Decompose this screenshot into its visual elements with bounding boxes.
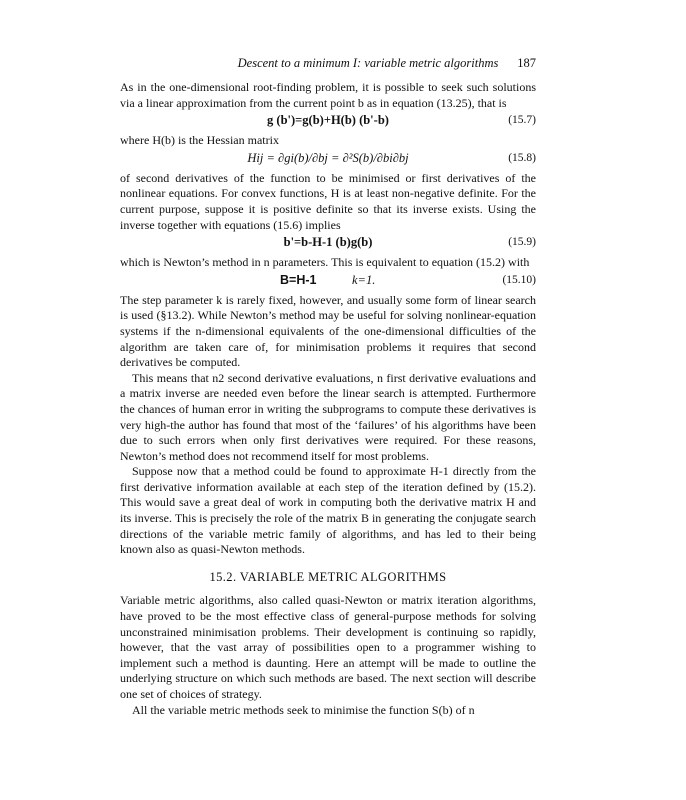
paragraph-9: All the variable metric methods seek to minimise the function S(b) of n — [132, 702, 475, 717]
equation-15-8-number: (15.8) — [508, 151, 536, 164]
paragraph-1: As in the one-dimensional root-finding problem, it is possible to seek such solutions via a linear approximation from the current point b as in equation (13.25), that is — [120, 80, 536, 110]
page-number: 187 — [517, 56, 536, 70]
section-heading: 15.2. VARIABLE METRIC ALGORITHMS — [209, 569, 447, 584]
paragraph-8: Variable metric algorithms, also called quasi-Newton or matrix iteration algorithms, have proved to be the most effective class of general-purpose methods for solving unconstrained minimisation problems. Their development is continuing so rapidly, however, that the vast array of possibilities open to a programmer wishing to implement such a method is daunting. Here an attempt will be made to outline the underlying structure on which such methods are based. The next section will describe one set of choices of strategy. — [120, 593, 536, 701]
equation-15-10-right: k=1. — [352, 272, 376, 287]
equation-15-7 — [120, 113, 536, 131]
equation-15-9 — [120, 235, 536, 253]
equation-15-10 — [120, 273, 536, 291]
paragraph-5: The step parameter k is rarely fixed, however, and usually some form of linear search is used (§13.2). While Newton’s method may be useful for solving nonlinear-equation systems if the n-dimensional equivalents of the one-dimensional difficulties of the algorithm are taken care of, for minimisation problems it requires that second derivatives be computed. — [120, 292, 536, 370]
equation-15-8-expression: Hij = ∂gi(b)/∂bj = ∂²S(b)/∂bi∂bj — [247, 150, 409, 165]
paragraph-2: where H(b) is the Hessian matrix — [120, 133, 279, 148]
paragraph-6: This means that n2 second derivative evaluations, n first derivative evaluations and a matrix inverse are needed even before the linear search is attempted. Furthermore the chances of human error in writing the subprograms to compute these derivatives is very high-the author has found that most of the ‘failures’ of his algorithms have been due to such errors when only first derivatives were required. For these reasons, Newton’s method does not recommend itself for most problems. — [120, 370, 536, 463]
paragraph-7: Suppose now that a method could be found to approximate H-1 directly from the first derivative information available at each step of the iteration defined by (15.2). This would save a great deal of work in computing both the derivative matrix H and its inverse. This is precisely the role of the matrix B in generating the conjugate search directions of the variable metric family of algorithms, and has led to their being known also as quasi-Newton methods. — [120, 464, 536, 557]
paragraph-3: of second derivatives of the function to be minimised or first derivatives of the nonlinear equations. For convex functions, H is at least non-negative definite. For the current purpose, suppose it is positive definite so that its inverse exists. Using the inverse together with equations (15.6) implies — [120, 170, 536, 232]
equation-15-8 — [120, 151, 536, 169]
equation-15-9-number: (15.9) — [508, 236, 536, 249]
equation-15-9-expression: b'=b-H-1 (b)g(b) — [283, 235, 373, 250]
equation-15-10-left: B=H-1 — [280, 272, 317, 287]
equation-15-7-expression: g (b')=g(b)+H(b) (b'-b) — [267, 113, 389, 128]
page-body — [120, 80, 536, 718]
paragraph-4: which is Newton’s method in n parameters. This is equivalent to equation (15.2) with — [120, 255, 530, 270]
equation-15-7-number: (15.7) — [508, 114, 536, 127]
equation-15-10-number: (15.10) — [502, 273, 536, 286]
running-header: Descent to a minimum I: variable metric algorithms — [237, 56, 499, 70]
